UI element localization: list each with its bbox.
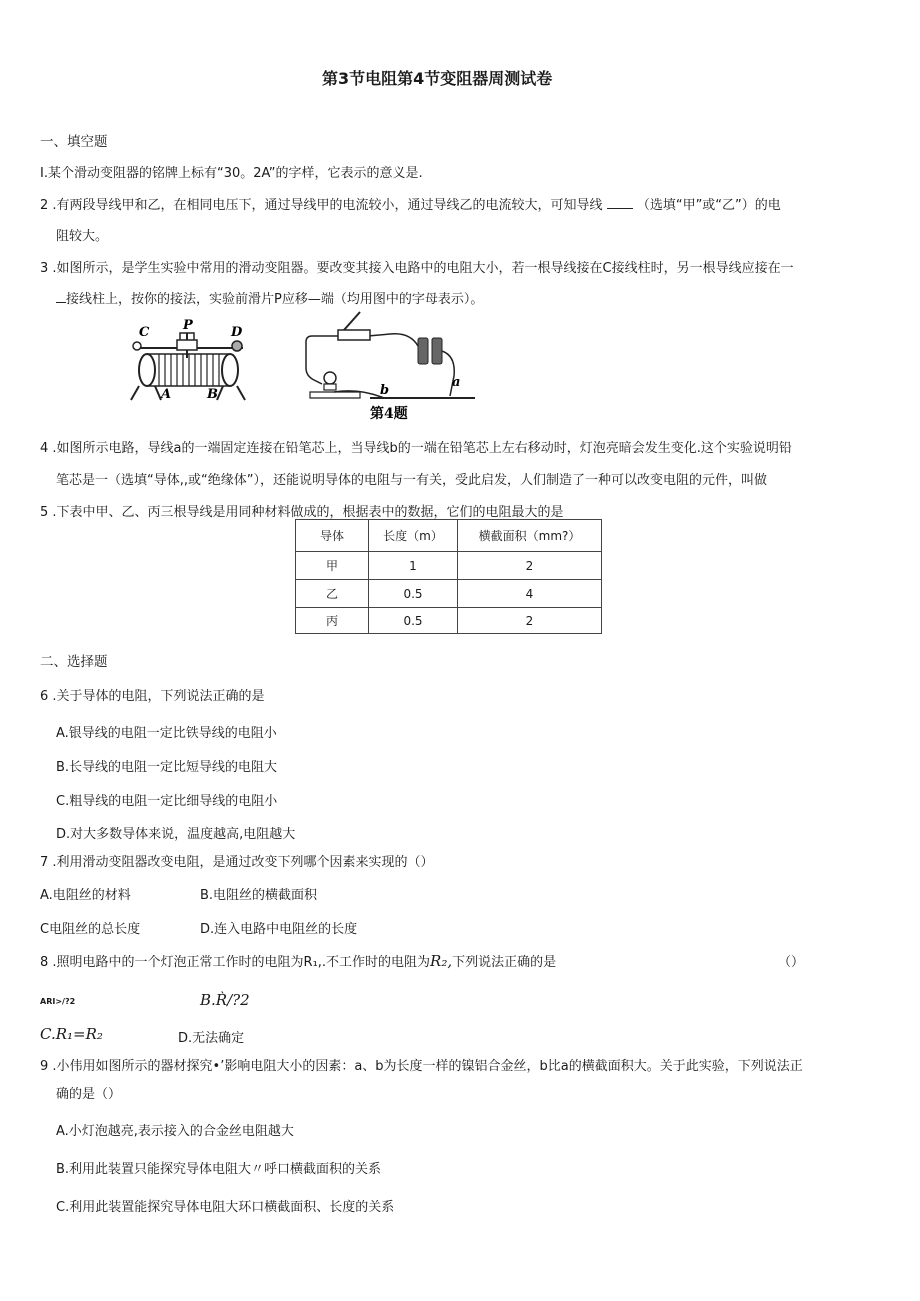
option-8b[interactable]: B.R̀/?2 — [200, 991, 250, 1009]
rheostat-label-d: D — [231, 325, 243, 340]
question-3: 3 .如图所示，是学生实验中常用的滑动变阻器。要改变其接入电路中的电阻大小，若一根导线接在C接线柱时，另一根导线应接在一 — [40, 261, 794, 276]
option-7c[interactable]: C电阻丝的总长度 — [40, 922, 141, 937]
rheostat-figure — [125, 318, 255, 408]
table-cell: 丙 — [296, 608, 369, 634]
option-6d[interactable]: D.对大多数导体来说，温度越高,电阻越大 — [56, 827, 296, 842]
rheostat-label-p: P — [183, 318, 193, 333]
question-9-cont: 确的是（） — [56, 1087, 122, 1102]
table-header: 长度（m） — [369, 520, 458, 552]
option-6a[interactable]: A.银导线的电阻一定比铁导线的电阻小 — [56, 726, 277, 741]
option-7a[interactable]: A.电阻丝的材料 — [40, 888, 131, 903]
question-8-r2: R₂, — [430, 952, 453, 970]
option-9b[interactable]: B.利用此装置只能探究导体电阻大〃呼口横截面积的关系 — [56, 1162, 382, 1177]
figure-caption: 第4题 — [370, 406, 408, 421]
question-8-text: 8 .照明电路中的一个灯泡正常工作时的电阻为R₁,.不工作时的电阻为 — [40, 955, 431, 970]
question-6: 6 .关于导体的电阻，下列说法正确的是 — [40, 689, 265, 704]
table-header: 横截面积（mm?） — [458, 520, 602, 552]
table-cell: 0.5 — [369, 608, 458, 634]
page-title: 第3节电阻第4节变阻器周测试卷 — [322, 69, 553, 88]
rheostat-label-b: B — [207, 387, 218, 402]
question-2-cont: 阻较大。 — [56, 229, 109, 244]
option-6b[interactable]: B.长导线的电阻一定比短导线的电阻大 — [56, 760, 278, 775]
option-6c[interactable]: C.粗导线的电阻一定比细导线的电阻小 — [56, 794, 278, 809]
table-cell: 4 — [458, 580, 602, 608]
circuit-label-a: a — [452, 375, 461, 390]
option-9c[interactable]: C.利用此装置能探究导体电阻大环口横截面积、长度的关系 — [56, 1200, 395, 1215]
answer-blank[interactable] — [56, 290, 66, 303]
question-4-cont: 笔芯是一（选填“导体,,或“绝缘体”），还能说明导体的电阻与一有关，受此启发，人们制造了一种可以改变电阻的元件，叫做 — [56, 473, 767, 488]
section-heading-choice: 二、选择题 — [40, 654, 108, 670]
question-2-choice: （选填“甲”或“乙”）的电 — [636, 198, 781, 213]
question-4: 4 .如图所示电路，导线a的一端固定连接在铅笔芯上，当导线b的一端在铅笔芯上左右移动时，灯泡亮暗会发生变化.这个实验说明铅 — [40, 441, 792, 456]
table-cell: 2 — [458, 608, 602, 634]
table-cell: 乙 — [296, 580, 369, 608]
question-3-cont — [56, 288, 483, 307]
option-7b[interactable]: B.电阻丝的横截面积 — [200, 888, 318, 903]
question-5: 5 .下表中甲、乙、丙三根导线是用同种材料做成的，根据表中的数据，它们的电阻最大的是 — [40, 505, 564, 520]
option-9a[interactable]: A.小灯泡越亮,表示接入的合金丝电阻越大 — [56, 1124, 294, 1139]
table-cell: 2 — [458, 552, 602, 580]
question-8 — [40, 951, 556, 970]
rheostat-label-c: C — [139, 325, 150, 340]
option-8c[interactable]: C.R₁=R₂ — [40, 1025, 103, 1043]
section-heading-fill-blank: 一、填空题 — [40, 134, 108, 150]
question-9: 9 .小伟用如图所示的器材探究•’影响电阻大小的因素：a、b为长度一样的镍铝合金丝，b比a的横截面积大。关于此实验，下列说法正 — [40, 1059, 803, 1074]
table-header-row — [296, 520, 602, 552]
option-8d[interactable]: D.无法确定 — [178, 1031, 245, 1046]
table-row — [296, 552, 602, 580]
circuit-label-b: b — [380, 383, 390, 398]
rheostat-label-a: A — [161, 387, 172, 402]
option-8a[interactable]: ARI>/?2 — [40, 997, 76, 1006]
question-7: 7 .利用滑动变阻器改变电阻，是通过改变下列哪个因素来实现的（） — [40, 855, 434, 870]
question-8-paren: （） — [778, 955, 805, 970]
table-row — [296, 580, 602, 608]
table-cell: 0.5 — [369, 580, 458, 608]
circuit-figure — [300, 306, 480, 421]
table-cell: 1 — [369, 552, 458, 580]
answer-blank[interactable] — [607, 196, 633, 209]
conductor-table — [295, 519, 602, 634]
question-8-tail: 下列说法正确的是 — [452, 955, 557, 970]
question-2-text: 2 .有两段导线甲和乙，在相同电压下，通过导线甲的电流较小，通过导线乙的电流较大，可知导线 — [40, 198, 603, 213]
question-3-cont-text: 接线柱上，按你的接法，实验前滑片P应移—端（均用图中的字母表示）。 — [66, 292, 484, 307]
table-row — [296, 608, 602, 634]
option-7d[interactable]: D.连入电路中电阻丝的长度 — [200, 922, 358, 937]
table-header: 导体 — [296, 520, 369, 552]
question-2 — [40, 194, 781, 213]
table-cell: 甲 — [296, 552, 369, 580]
question-1: I.某个滑动变阻器的铭牌上标有“30。2A”的字样，它表示的意义是. — [40, 166, 423, 181]
